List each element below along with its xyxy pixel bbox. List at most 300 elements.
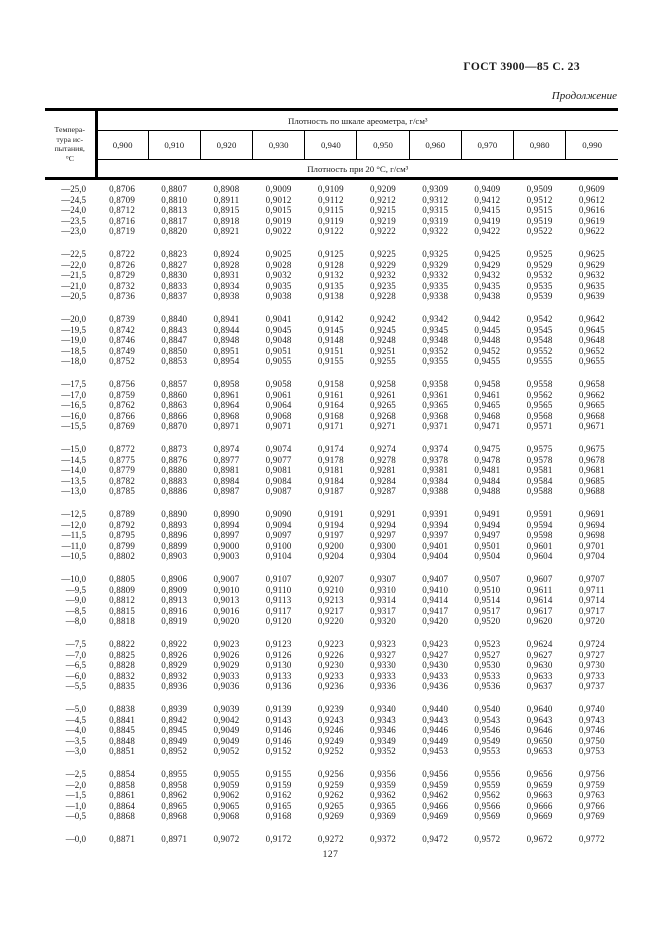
density-cell: 0,9552 xyxy=(526,345,553,356)
density-cell: 0,8820 xyxy=(161,226,188,236)
density-cell: 0,8938 xyxy=(213,291,240,301)
density-cell: 0,9225 xyxy=(370,249,396,259)
density-cell: 0,8958 xyxy=(213,379,240,389)
density-cell: 0,9548 xyxy=(526,335,553,345)
density-cell: 0,8958 xyxy=(161,779,188,790)
density-cell: 0,9374 xyxy=(422,444,449,454)
density-cell: 0,9097 xyxy=(265,530,292,540)
density-cell: 0,8746 xyxy=(109,335,136,345)
density-cell: 0,9415 xyxy=(474,205,501,215)
density-cell: 0,8726 xyxy=(109,259,136,270)
table-row xyxy=(45,205,618,216)
temperature-cell: —9,0 xyxy=(65,595,86,605)
table-row xyxy=(45,455,618,466)
temperature-cell: —20,5 xyxy=(61,291,86,301)
density-cell: 0,8915 xyxy=(213,205,240,215)
density-cell: 0,9523 xyxy=(474,639,501,649)
group-spacer-row xyxy=(45,822,618,835)
density-cell: 0,9632 xyxy=(578,270,605,280)
temperature-cell: —23,0 xyxy=(61,226,86,236)
density-cell: 0,9068 xyxy=(265,410,292,421)
density-cell: 0,9251 xyxy=(370,345,396,356)
density-cell: 0,9220 xyxy=(317,616,344,626)
density-cell: 0,9452 xyxy=(474,345,501,356)
density-cell: 0,9356 xyxy=(370,769,396,779)
density-cell: 0,9616 xyxy=(578,205,605,215)
density-cell: 0,9740 xyxy=(578,704,605,714)
scale-value-header: 0,910 xyxy=(148,131,200,160)
density-cell: 0,9187 xyxy=(317,486,344,496)
density-cell: 0,9417 xyxy=(422,605,449,616)
temperature-cell: —17,5 xyxy=(61,379,86,389)
density-cell: 0,9248 xyxy=(370,335,396,345)
density-cell: 0,9065 xyxy=(213,800,240,811)
density-cell: 0,9000 xyxy=(213,540,240,551)
density-cell: 0,9104 xyxy=(265,551,292,561)
temperature-cell: —10,5 xyxy=(61,551,86,561)
density-cell: 0,9349 xyxy=(370,735,396,746)
density-cell: 0,9242 xyxy=(370,314,396,324)
density-cell: 0,9325 xyxy=(422,249,449,259)
density-cell: 0,9455 xyxy=(474,356,501,366)
density-cell: 0,9658 xyxy=(578,379,605,389)
density-cell: 0,9142 xyxy=(317,314,344,324)
density-cell: 0,9194 xyxy=(317,519,344,530)
density-cell: 0,8962 xyxy=(161,790,188,800)
table-row xyxy=(45,249,618,260)
density-cell: 0,9753 xyxy=(578,746,605,756)
density-cell: 0,9278 xyxy=(370,454,396,465)
table-row xyxy=(45,486,618,497)
density-cell: 0,9071 xyxy=(265,421,292,431)
density-cell: 0,9553 xyxy=(474,746,501,756)
density-cell: 0,8954 xyxy=(213,356,240,366)
density-cell: 0,9258 xyxy=(370,379,396,389)
scale-value-header: 0,930 xyxy=(253,131,305,160)
density-cell: 0,9422 xyxy=(474,226,501,236)
group-spacer-row xyxy=(45,692,618,705)
density-cell: 0,9542 xyxy=(526,314,553,324)
density-cell: 0,8939 xyxy=(161,704,188,714)
density-cell: 0,9033 xyxy=(213,670,240,681)
density-cell: 0,8949 xyxy=(161,735,188,746)
density-cell: 0,9724 xyxy=(578,639,605,649)
group-spacer-row xyxy=(45,562,618,575)
density-cell: 0,9556 xyxy=(474,769,501,779)
density-cell: 0,8945 xyxy=(161,725,188,735)
density-cell: 0,8815 xyxy=(109,605,136,616)
density-cell: 0,8971 xyxy=(213,421,240,431)
density-cell: 0,9466 xyxy=(422,800,449,811)
density-cell: 0,9113 xyxy=(265,595,292,605)
density-cell: 0,9029 xyxy=(213,660,240,670)
density-cell: 0,9319 xyxy=(422,215,449,226)
density-cell: 0,9152 xyxy=(265,746,292,756)
density-cell: 0,9401 xyxy=(422,540,449,551)
density-cell: 0,9404 xyxy=(422,551,449,561)
density-cell: 0,8873 xyxy=(161,444,188,454)
density-cell: 0,9629 xyxy=(578,259,605,270)
density-cell: 0,8974 xyxy=(213,444,240,454)
density-cell: 0,9594 xyxy=(526,519,553,530)
table-row xyxy=(45,811,618,822)
scale-value-header: 0,960 xyxy=(409,131,461,160)
density-cell: 0,8805 xyxy=(109,574,136,584)
table-row xyxy=(45,226,618,237)
table-row xyxy=(45,335,618,346)
density-cell: 0,9230 xyxy=(317,660,344,670)
density-cell: 0,9197 xyxy=(317,530,344,540)
density-cell: 0,9365 xyxy=(422,400,449,410)
density-cell: 0,9072 xyxy=(213,834,240,844)
density-cell: 0,9039 xyxy=(213,704,240,714)
density-cell: 0,9671 xyxy=(578,421,605,431)
density-cell: 0,8827 xyxy=(161,259,188,270)
density-cell: 0,9591 xyxy=(526,509,553,519)
density-cell: 0,8736 xyxy=(109,291,136,301)
density-cell: 0,9320 xyxy=(370,616,396,626)
density-cell: 0,8866 xyxy=(161,410,188,421)
density-cell: 0,9625 xyxy=(578,249,605,259)
density-cell: 0,9026 xyxy=(213,649,240,660)
density-cell: 0,9204 xyxy=(317,551,344,561)
density-cell: 0,9512 xyxy=(526,194,553,205)
density-cell: 0,9509 xyxy=(526,184,553,194)
density-cell: 0,9652 xyxy=(578,345,605,356)
density-cell: 0,9469 xyxy=(422,811,449,821)
table-row xyxy=(45,195,618,206)
density-cell: 0,9378 xyxy=(422,454,449,465)
temperature-cell: —9,5 xyxy=(65,584,86,595)
density-cell: 0,8971 xyxy=(161,834,188,844)
density-cell: 0,8795 xyxy=(109,530,136,540)
temperature-cell: —11,5 xyxy=(61,530,86,540)
temperature-cell: —19,0 xyxy=(61,335,86,345)
density-cell: 0,8847 xyxy=(161,335,188,345)
density-cell: 0,9352 xyxy=(370,746,396,756)
density-cell: 0,8807 xyxy=(161,184,188,194)
density-cell: 0,9432 xyxy=(474,270,501,280)
temperature-cell: —21,0 xyxy=(61,280,86,291)
density-cell: 0,8809 xyxy=(109,584,136,595)
density-cell: 0,9342 xyxy=(422,314,449,324)
density-cell: 0,8722 xyxy=(109,249,136,259)
density-cell: 0,9425 xyxy=(474,249,501,259)
density-cell: 0,9165 xyxy=(265,800,292,811)
density-cell: 0,8909 xyxy=(161,584,188,595)
density-cell: 0,9249 xyxy=(317,735,344,746)
density-cell: 0,8843 xyxy=(161,324,188,335)
density-cell: 0,8870 xyxy=(161,421,188,431)
density-cell: 0,8732 xyxy=(109,280,136,291)
density-cell: 0,9226 xyxy=(317,649,344,660)
density-cell: 0,9609 xyxy=(578,184,605,194)
density-cell: 0,8779 xyxy=(109,465,136,475)
temperature-cell: —2,5 xyxy=(65,769,86,779)
density-cell: 0,9041 xyxy=(265,314,292,324)
density-cell: 0,9519 xyxy=(526,215,553,226)
density-cell: 0,9494 xyxy=(474,519,501,530)
density-cell: 0,9462 xyxy=(422,790,449,800)
density-cell: 0,9172 xyxy=(265,834,292,844)
density-cell: 0,8813 xyxy=(161,205,188,215)
table-row xyxy=(45,551,618,562)
density-cell: 0,9184 xyxy=(317,475,344,486)
temperature-cell: —21,5 xyxy=(61,270,86,280)
density-cell: 0,9730 xyxy=(578,660,605,670)
density-cell: 0,8848 xyxy=(109,735,136,746)
table-row xyxy=(45,736,618,747)
density-cell: 0,9346 xyxy=(370,725,396,735)
density-cell: 0,9501 xyxy=(474,540,501,551)
density-cell: 0,9530 xyxy=(474,660,501,670)
density-cell: 0,9281 xyxy=(370,465,396,475)
density-cell: 0,9648 xyxy=(578,335,605,345)
density-cell: 0,9525 xyxy=(526,249,553,259)
temperature-cell: —8,0 xyxy=(65,616,86,626)
density-cell: 0,8749 xyxy=(109,345,136,356)
density-cell: 0,8762 xyxy=(109,400,136,410)
density-cell: 0,8802 xyxy=(109,551,136,561)
density-cell: 0,9058 xyxy=(265,379,292,389)
density-cell: 0,8913 xyxy=(161,595,188,605)
density-cell: 0,9215 xyxy=(370,205,396,215)
density-cell: 0,9269 xyxy=(317,811,344,821)
density-cell: 0,9566 xyxy=(474,800,501,811)
density-cell: 0,9535 xyxy=(526,280,553,291)
density-cell: 0,8984 xyxy=(213,475,240,486)
density-cell: 0,9685 xyxy=(578,475,605,486)
density-cell: 0,9222 xyxy=(370,226,396,236)
density-cell: 0,8890 xyxy=(161,509,188,519)
density-cell: 0,8850 xyxy=(161,345,188,356)
density-cell: 0,9558 xyxy=(526,379,553,389)
density-cell: 0,9161 xyxy=(317,389,344,400)
table-row xyxy=(45,421,618,432)
density-cell: 0,9322 xyxy=(422,226,449,236)
table-row xyxy=(45,574,618,585)
density-cell: 0,9646 xyxy=(526,725,553,735)
density-cell: 0,9362 xyxy=(370,790,396,800)
density-cell: 0,9756 xyxy=(578,769,605,779)
density-cell: 0,9307 xyxy=(370,574,396,584)
density-cell: 0,8896 xyxy=(161,530,188,540)
density-cell: 0,9688 xyxy=(578,486,605,496)
density-cell: 0,9272 xyxy=(317,834,344,844)
temperature-cell: —6,5 xyxy=(65,660,86,670)
density-cell: 0,8742 xyxy=(109,324,136,335)
density-cell: 0,9007 xyxy=(213,574,240,584)
density-cell: 0,9391 xyxy=(422,509,449,519)
density-cell: 0,9055 xyxy=(213,769,240,779)
density-cell: 0,8828 xyxy=(109,660,136,670)
density-cell: 0,9146 xyxy=(265,735,292,746)
table-row xyxy=(45,725,618,736)
density-cell: 0,9181 xyxy=(317,465,344,475)
density-cell: 0,9168 xyxy=(317,410,344,421)
density-cell: 0,8823 xyxy=(161,249,188,259)
density-cell: 0,9440 xyxy=(422,704,449,714)
density-cell: 0,9491 xyxy=(474,509,501,519)
density-cell: 0,8936 xyxy=(161,681,188,691)
table-row xyxy=(45,704,618,715)
density-cell: 0,9433 xyxy=(422,670,449,681)
density-cell: 0,9048 xyxy=(265,335,292,345)
temperature-cell: —25,0 xyxy=(61,184,86,194)
density-cell: 0,9233 xyxy=(317,670,344,681)
temperature-cell: —2,0 xyxy=(65,779,86,790)
density-cell: 0,9335 xyxy=(422,280,449,291)
table-row xyxy=(45,216,618,227)
density-cell: 0,9162 xyxy=(265,790,292,800)
density-cell: 0,9569 xyxy=(474,811,501,821)
temperature-cell: —20,0 xyxy=(61,314,86,324)
density-cell: 0,9174 xyxy=(317,444,344,454)
density-cell: 0,8906 xyxy=(161,574,188,584)
density-cell: 0,9481 xyxy=(474,465,501,475)
density-cell: 0,9223 xyxy=(317,639,344,649)
temperature-cell: —14,5 xyxy=(61,454,86,465)
density-cell: 0,8775 xyxy=(109,454,136,465)
hydrometer-scale-header: Плотность по шкале ареометра, г/см³ xyxy=(96,110,618,131)
density-cell: 0,9423 xyxy=(422,639,449,649)
density-cell: 0,8924 xyxy=(213,249,240,259)
density-cell: 0,8863 xyxy=(161,400,188,410)
density-cell: 0,8799 xyxy=(109,540,136,551)
density-cell: 0,9704 xyxy=(578,551,605,561)
density-cell: 0,9087 xyxy=(265,486,292,496)
density-cell: 0,9148 xyxy=(317,335,344,345)
density-cell: 0,8729 xyxy=(109,270,136,280)
table-row xyxy=(45,650,618,661)
density-cell: 0,9584 xyxy=(526,475,553,486)
density-cell: 0,9388 xyxy=(422,486,449,496)
density-cell: 0,8861 xyxy=(109,790,136,800)
density-table-body xyxy=(45,179,618,845)
density-cell: 0,9090 xyxy=(265,509,292,519)
density-cell: 0,9059 xyxy=(213,779,240,790)
density-cell: 0,8922 xyxy=(161,639,188,649)
density-cell: 0,9327 xyxy=(370,649,396,660)
density-cell: 0,9100 xyxy=(265,540,292,551)
density-cell: 0,9533 xyxy=(474,670,501,681)
density-cell: 0,8716 xyxy=(109,215,136,226)
density-cell: 0,9332 xyxy=(422,270,449,280)
density-cell: 0,9617 xyxy=(526,605,553,616)
density-cell: 0,9355 xyxy=(422,356,449,366)
density-cell: 0,8899 xyxy=(161,540,188,551)
density-cell: 0,9598 xyxy=(526,530,553,540)
density-cell: 0,8756 xyxy=(109,379,136,389)
density-cell: 0,9016 xyxy=(213,605,240,616)
density-cell: 0,9151 xyxy=(317,345,344,356)
table-row xyxy=(45,681,618,692)
density-cell: 0,8965 xyxy=(161,800,188,811)
density-cell: 0,8739 xyxy=(109,314,136,324)
density-cell: 0,9507 xyxy=(474,574,501,584)
table-row xyxy=(45,660,618,671)
density-cell: 0,9635 xyxy=(578,280,605,291)
temperature-cell: —23,5 xyxy=(61,215,86,226)
density-cell: 0,9143 xyxy=(265,714,292,725)
density-cell: 0,9358 xyxy=(422,379,449,389)
density-cell: 0,9094 xyxy=(265,519,292,530)
group-spacer-row xyxy=(45,302,618,315)
scale-value-header: 0,950 xyxy=(357,131,409,160)
density-cell: 0,9064 xyxy=(265,400,292,410)
density-cell: 0,9348 xyxy=(422,335,449,345)
density-cell: 0,8792 xyxy=(109,519,136,530)
density-cell: 0,9619 xyxy=(578,215,605,226)
density-cell: 0,8876 xyxy=(161,454,188,465)
density-cell: 0,8968 xyxy=(213,410,240,421)
density-cell: 0,9338 xyxy=(422,291,449,301)
density-conversion-table xyxy=(45,108,618,845)
table-row xyxy=(45,616,618,627)
density-cell: 0,9607 xyxy=(526,574,553,584)
table-row xyxy=(45,639,618,650)
density-cell: 0,9333 xyxy=(370,670,396,681)
density-cell: 0,9300 xyxy=(370,540,396,551)
table-row xyxy=(45,780,618,791)
density-cell: 0,9666 xyxy=(526,800,553,811)
density-cell: 0,9539 xyxy=(526,291,553,301)
density-cell: 0,9200 xyxy=(317,540,344,551)
table-row xyxy=(45,541,618,552)
density-cell: 0,9312 xyxy=(422,194,449,205)
density-cell: 0,8948 xyxy=(213,335,240,345)
density-cell: 0,8810 xyxy=(161,194,188,205)
density-cell: 0,9171 xyxy=(317,421,344,431)
density-cell: 0,8994 xyxy=(213,519,240,530)
density-cell: 0,9010 xyxy=(213,584,240,595)
density-cell: 0,9178 xyxy=(317,454,344,465)
density-cell: 0,8941 xyxy=(213,314,240,324)
temperature-cell: —16,0 xyxy=(61,410,86,421)
table-row xyxy=(45,585,618,596)
density-cell: 0,9409 xyxy=(474,184,501,194)
temperature-cell: —18,5 xyxy=(61,345,86,356)
density-cell: 0,9637 xyxy=(526,681,553,691)
density-cell: 0,9769 xyxy=(578,811,605,821)
density-cell: 0,8997 xyxy=(213,530,240,540)
density-cell: 0,9750 xyxy=(578,735,605,746)
density-cell: 0,8785 xyxy=(109,486,136,496)
density-cell: 0,9546 xyxy=(474,725,501,735)
density-cell: 0,9484 xyxy=(474,475,501,486)
density-cell: 0,9588 xyxy=(526,486,553,496)
density-cell: 0,9013 xyxy=(213,595,240,605)
density-cell: 0,8841 xyxy=(109,714,136,725)
density-cell: 0,9442 xyxy=(474,314,501,324)
density-cell: 0,8893 xyxy=(161,519,188,530)
density-cell: 0,9472 xyxy=(422,834,449,844)
density-cell: 0,8858 xyxy=(109,779,136,790)
density-cell: 0,9158 xyxy=(317,379,344,389)
density-cell: 0,9130 xyxy=(265,660,292,670)
density-cell: 0,9381 xyxy=(422,465,449,475)
temperature-cell: —1,5 xyxy=(65,790,86,800)
density-cell: 0,9261 xyxy=(370,389,396,400)
density-cell: 0,9453 xyxy=(422,746,449,756)
table-row xyxy=(45,671,618,682)
density-cell: 0,8955 xyxy=(161,769,188,779)
table-row xyxy=(45,715,618,726)
density-cell: 0,9717 xyxy=(578,605,605,616)
density-cell: 0,9265 xyxy=(370,400,396,410)
group-spacer-row xyxy=(45,757,618,770)
density-cell: 0,9368 xyxy=(422,410,449,421)
